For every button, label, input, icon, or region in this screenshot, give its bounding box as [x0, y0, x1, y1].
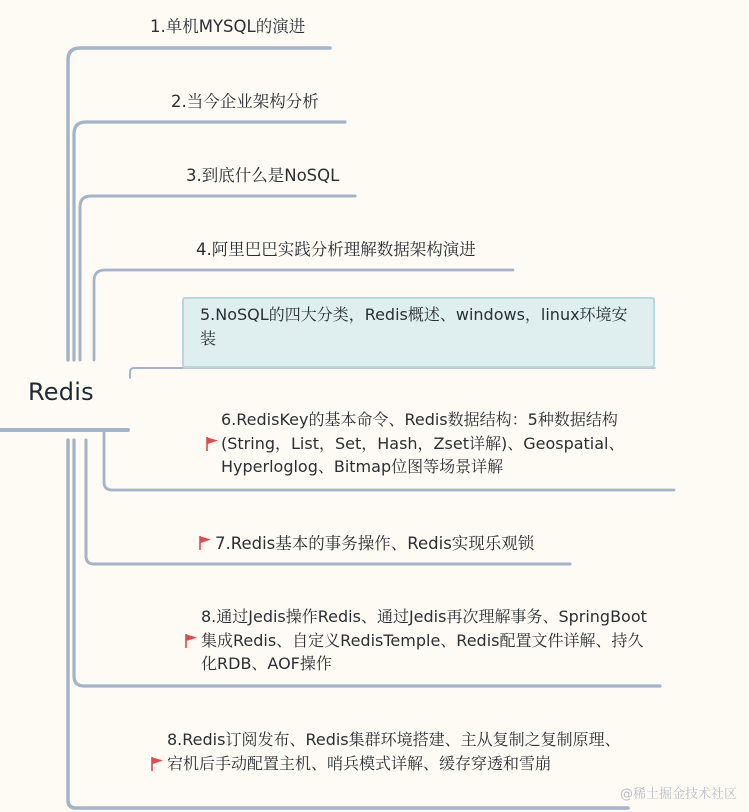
flag-icon: [150, 756, 164, 772]
flag-icon: [205, 436, 219, 452]
root-node-redis[interactable]: Redis: [28, 378, 94, 406]
node-6[interactable]: 6.RedisKey的基本命令、Redis数据结构：5种数据结构(String，List，Set，Hash，Zset详解)、Geospatial、Hyperloglog、Bitmap位图等场景详解: [221, 410, 625, 476]
watermark: @稀土掘金技术社区: [619, 787, 737, 802]
flag-icon: [184, 633, 198, 649]
node-9[interactable]: 8.Redis订阅发布、Redis集群环境搭建、主从复制之复制原理、宕机后手动配置主机、哨兵模式详解、缓存穿透和雪崩: [167, 730, 621, 773]
node-8[interactable]: 8.通过Jedis操作Redis、通过Jedis再次理解事务、SpringBoot集成Redis、自定义RedisTemple、Redis配置文件详解、持久化RDB、AOF操作: [201, 607, 647, 673]
node-2[interactable]: 2.当今企业架构分析: [171, 92, 319, 111]
flag-icon: [198, 535, 212, 551]
connector-5: [130, 368, 182, 378]
node-7[interactable]: 7.Redis基本的事务操作、Redis实现乐观锁: [215, 534, 535, 553]
node-5-selected[interactable]: 5.NoSQL的四大分类，Redis概述、windows，linux环境安装: [182, 297, 655, 368]
node-3[interactable]: 3.到底什么是NoSQL: [186, 166, 340, 185]
node-4[interactable]: 4.阿里巴巴实践分析理解数据架构演进: [196, 240, 476, 259]
node-1[interactable]: 1.单机MYSQL的演进: [150, 17, 306, 36]
